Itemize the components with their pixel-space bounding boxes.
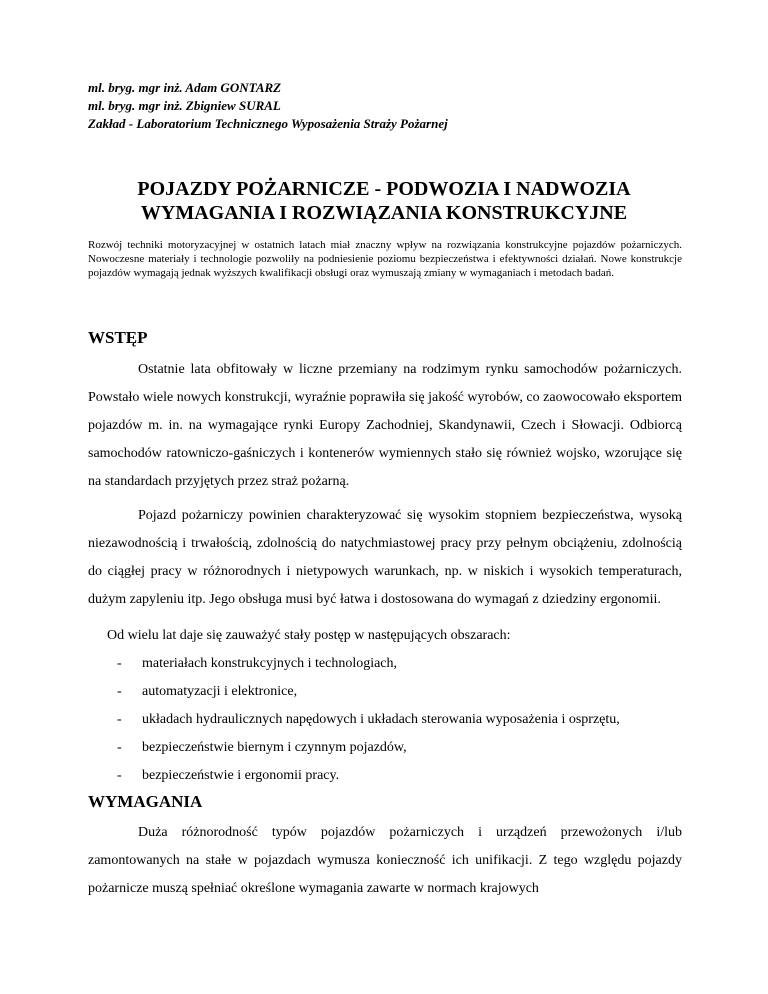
dash-marker: - (117, 656, 122, 671)
list-item-text: automatyzacji i elektronice, (142, 684, 298, 699)
title-line-1: POJAZDY POŻARNICZE - PODWOZIA I NADWOZIA (137, 178, 631, 200)
section-heading-wymagania: WYMAGANIA (88, 792, 203, 811)
list-item (117, 734, 620, 762)
dash-marker: - (117, 768, 122, 783)
dash-marker: - (117, 712, 122, 727)
list-item-text: bezpieczeństwie biernym i czynnym pojazdów, (142, 740, 407, 755)
wstep-paragraph-2: Pojazd pożarniczy powinien charakteryzować się wysokim stopniem bezpieczeństwa, wysoką niezawodnością i trwałością, zdolnością do natychmiastowej pracy przy pełnym obciążeniu, zdolnością do ciągłej pracy w różnorodnych i nietypowych warunkach, np. w niskich i wysokich temperaturach, dużym zapyleniu itp. Jego obsługa musi być łatwa i dostosowana do wymagań z dziedziny ergonomii. (88, 508, 682, 607)
progress-areas-list (117, 650, 620, 790)
section-heading-wstep: WSTĘP (88, 328, 148, 347)
list-item (117, 650, 620, 678)
author-1: ml. bryg. mgr inż. Adam GONTARZ (88, 80, 282, 95)
wymagania-paragraph-1: Duża różnorodność typów pojazdów pożarniczych i urządzeń przewożonych i/lub zamontowanych na stałe w pojazdach wymusza konieczność ich unifikacji. Z tego względu pojazdy pożarnicze muszą spełniać określone wymagania zawarte w normach krajowych (88, 825, 682, 896)
paper-title (60, 177, 708, 225)
abstract: Rozwój techniki motoryzacyjnej w ostatnich latach miał znaczny wpływ na rozwiązania konstrukcyjne pojazdów pożarniczych. Nowoczesne materiały i technologie pozwoliły na podniesienie poziomu bezpieczeństwa i efektywności działań. Nowe konstrukcje pojazdów wymagają jednak wyższych kwalifikacji obsługi oraz wymuszają zmiany w wymaganiach i metodach badań. (88, 239, 682, 279)
list-item-text: układach hydraulicznych napędowych i układach sterowania wyposażenia i osprzętu, (142, 712, 620, 727)
list-lead: Od wielu lat daje się zauważyć stały postęp w następujących obszarach: (107, 628, 511, 643)
list-item-text: bezpieczeństwie i ergonomii pracy. (142, 768, 340, 783)
author-block (88, 79, 448, 133)
list-item (117, 762, 620, 790)
author-2: ml. bryg. mgr inż. Zbigniew SURAL (88, 98, 281, 113)
dash-marker: - (117, 684, 122, 699)
affiliation: Zakład - Laboratorium Technicznego Wyposażenia Straży Pożarnej (88, 116, 448, 131)
list-item-text: materiałach konstrukcyjnych i technologiach, (142, 656, 398, 671)
list-item (117, 706, 620, 734)
title-line-2: WYMAGANIA I ROZWIĄZANIA KONSTRUKCYJNE (140, 202, 628, 224)
wstep-paragraph-1: Ostatnie lata obfitowały w liczne przemiany na rodzimym rynku samochodów pożarniczych. Powstało wiele nowych konstrukcji, wyraźnie poprawiła się jakość wyrobów, co zaowocowało eksportem pojazdów m. in. na wymagające rynki Europy Zachodniej, Skandynawii, Czech i Słowacji. Odbiorcą samochodów ratowniczo-gaśniczych i kontenerów wymiennych stało się również wojsko, wzorujące się na standardach przyjętych przez straż pożarną. (88, 362, 682, 489)
list-item (117, 678, 620, 706)
dash-marker: - (117, 740, 122, 755)
